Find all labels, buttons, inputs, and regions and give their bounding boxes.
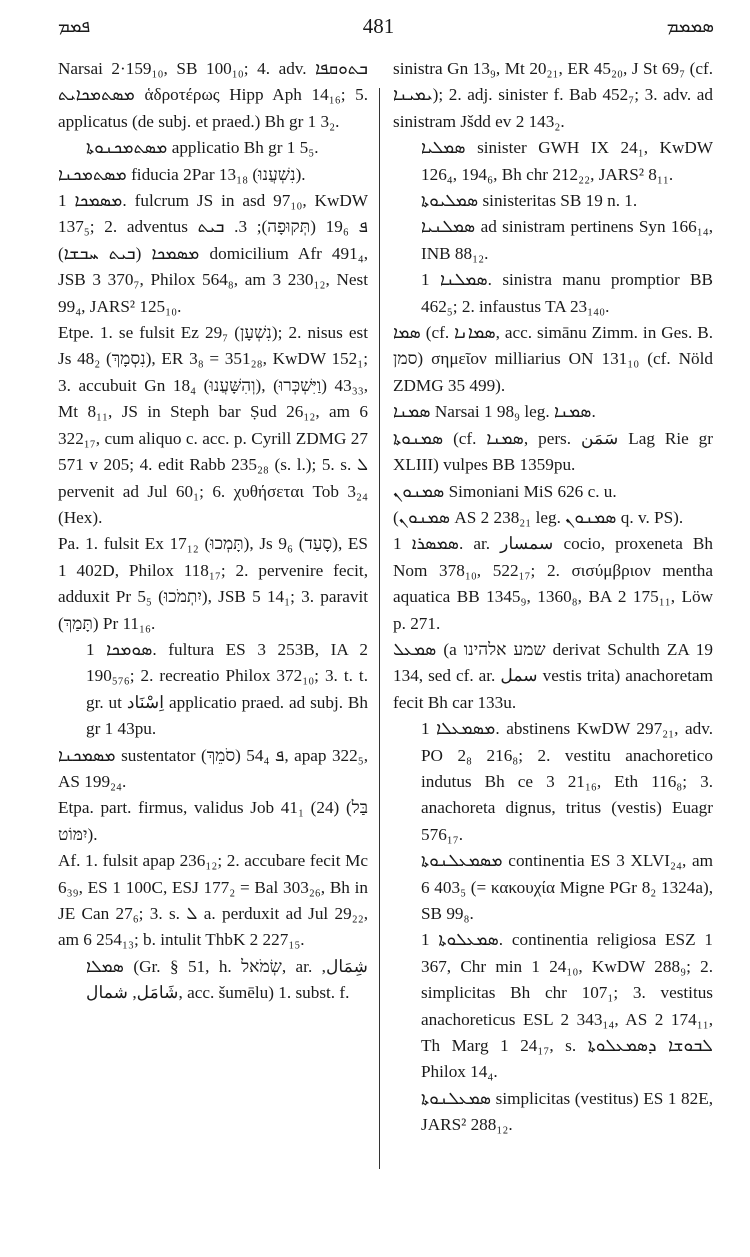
entry: ܣܡܠܝܘܬܐ sinisteritas SB 19 n. 1.	[421, 191, 638, 211]
entry: Pa. 1. fulsit Ex 17₁₂ (תָּמְכוּ), Js 9₆ (סָעַד), ES 1 402D, Philox 118₁₇; 2. pervenire fecit, adduxit Pr 5₅ (יִתְמֹכוּ), JSB 5 14₁; 3. paravit (תָּמַךְ) Pr 11₁₆.	[58, 534, 368, 633]
entry: Af. 1. fulsit apap 236₁₂; 2. accubare fecit Mc 6₃₉, ES 1 100C, ESJ 177₂ = Bal 303₂₆, Bh in JE Can 27₆; 3. s. ܠ a. perduxit ad Jul 29₂₂, am 6 254₁₃; b. intulit ThbK 2 227₁₅.	[58, 851, 368, 950]
entry: ܣܡܠܝܐ sinister GWH IX 24₁, KwDW 126₄, 194₆, Bh chr 212₂₂, JARS² 8₁₁.	[421, 138, 713, 184]
right-column	[393, 56, 713, 1217]
entry: ܣܡܢܘܬܐ (cf. ܣܡܢܐ, pers. سَمَن Lag Rie gr XLIII) vulpes BB 1359pu.	[393, 428, 713, 475]
entry: ܣܡܥܠܢܘܬܐ simplicitas (vestitus) ES 1 82E, JARS² 288₁₂.	[421, 1088, 713, 1135]
entry: ܡܣܬܡܟܢܐ fiducia 2Par 13₁₈ (נִשְׁעֲנוּ).	[58, 164, 306, 184]
entry: ܣܡܣܪܐ 1. ar. سمسار cocio, proxeneta Bh Nom 378₁₀, 522₁₇; 2. σισύμβριον mentha aquatica BB 1345₉, 1360₈, BA 2 175₁₁, Löw p. 271.	[393, 534, 713, 633]
entry: ܣܡܠܢܝܐ ad sinistram pertinens Syn 166₁₄, INB 88₁₂.	[421, 217, 713, 263]
entry: ܡܣܡܟܐ 1. fulcrum JS in asd 97₁₀, KwDW 137₅; 2. adventus ܦ 19₆ (תְּקוּפָה); 3. ܒܝܬ ܡܣܡܟܐ (ܒܝܬ ܚܒܫܐ) domicilium Afr 491₄, JSB 3 370₇, Philox 564₈, am 3 230₁₂, Nest 99₄, JARS² 125₁₀.	[58, 191, 368, 316]
entry: Narsai 2·159₁₀, SB 100₁₀; 4. adv. ܒܬܘܩܦܐ ܡܣܬܡܟܐܝܬ ἁδροτέρως Hipp Aph 14₁₆; 5. applicatus (de subj. et praed.) Bh gr 1 3₂.	[58, 59, 368, 131]
entry: ܣܡܠܢܐ 1. sinistra manu promptior BB 462₅; 2. infaustus TA 23₁₄₀.	[421, 270, 713, 316]
entry: ܣܡܠܐ (Gr. § 51, h. שְׂמֹאל, ar. شِمَال, شَامَل, شمال, acc. šumēlu) 1. subst. f.	[86, 956, 368, 1003]
entry: ܣܡܢܐ Narsai 1 98₉ leg. ܣܡܢܐ.	[393, 402, 596, 422]
entry: ܡܣܡܥܠܐ 1. abstinens KwDW 297₂₁, adv. PO 2₈ 216₈; 2. vestitu anachoretico indutus Bh ce 3 21₁₆, Eth 116₈; 3. anachoreta dignus, tritus (vestis) Euagr 576₁₇.	[421, 719, 713, 844]
entry: ܡܣܡܥܠܢܘܬܐ continentia ES 3 XLVI₂₄, am 6 403₅ (= κακουχία Migne PGr 8₂ 1324a), SB 99₈.	[421, 851, 713, 923]
entry: ܡܣܬܡܟܢܘܬܐ applicatio Bh gr 1 5₅.	[86, 138, 319, 158]
entry: ܣܡܥܠܘܬܐ 1. continentia religiosa ESZ 1 367, Chr min 1 24₁₀, KwDW 288₉; 2. simplicitas Bh chr 107₁; 3. vestitus anachoreticus ESL 2 343₁₄, AS 2 174₁₁, Th Marg 1 24₁₇, s. ܠܒܘܫܐ ܕܣܡܥܠܘܬܐ Philox 14₄.	[421, 930, 713, 1082]
header-right-syriac: ܣܡܡܡ	[666, 15, 714, 37]
entry: Etpa. part. firmus, validus Job 41₁ (24) (בַּל יִמּוֹט).	[58, 798, 368, 844]
header-left-syriac: ܦܡܡ	[58, 15, 91, 37]
entry: Etpe. 1. se fulsit Ez 29₇ (נִשְׁעָן); 2. nisus est Js 48₂ (נִסְמָךְ), ER 3₈ = 351₂₈, KwDW 152₁; 3. accubuit Gn 18₄ (וְהִשָּׁעֲנוּ), 43₃₃ (וַיִּשְׁכְּרוּ), Mt 8₁₁, JS in Steph bar Ṣud 26₁₂, am 6 322₁₇, cum aliquo c. acc. p. Cyrill ZDMG 27 571 v 205; 4. edit Rabb 235₂₈ (s. l.); 5. s. ܠ pervenit ad Jul 60₁; 6. χυθήσεται Tob 3₂₄ (Hex).	[58, 323, 368, 527]
entry: ܣܡܥܠ (a שמע אלהינו derivat Schulth ZA 19 134, sed cf. ar. سمل vestis trita) anachoretam fecit Bh car 133u.	[393, 639, 713, 712]
entry: (ܣܡܢܘܢ AS 2 238₂₁ leg. ܣܡܢܘܢ q. v. PS).	[393, 507, 684, 527]
entry: ܣܘܡܟܐ 1. fultura ES 3 253B, IA 2 190₅₇₆; 2. recreatio Philox 372₁₀; 3. t. t. gr. ut اِسْنَاد applicatio praed. ad subj. Bh gr 1 43pu.	[86, 639, 368, 739]
page-header	[58, 6, 714, 46]
page-number: 481	[362, 13, 395, 38]
entry: sinistra Gn 13₉, Mt 20₂₁, ER 45₂₀, J St 69₇ (cf. ܝܡܝܢܐ); 2. adj. sinister f. Bab 452₇; 3. adv. ad sinistram Jšdd ev 2 143₂.	[393, 59, 714, 131]
column-divider	[379, 88, 380, 1169]
entry: ܣܡܢܘܢ Simoniani MiS 626 c. u.	[393, 481, 617, 501]
entry: ܡܣܡܟܢܐ sustentator ܦ 54₄ (סֹמֵךְ), apap 322₅, AS 199₂₄.	[58, 745, 369, 791]
left-column	[58, 56, 368, 1217]
entry: ܣܡܐ (cf. ܣܡܐܢܐ, acc. simānu Zimm. in Ges. B. סמן) σημεῖον milliarius ON 131₁₀ (cf. Nöld ZDMG 35 499).	[393, 323, 713, 395]
